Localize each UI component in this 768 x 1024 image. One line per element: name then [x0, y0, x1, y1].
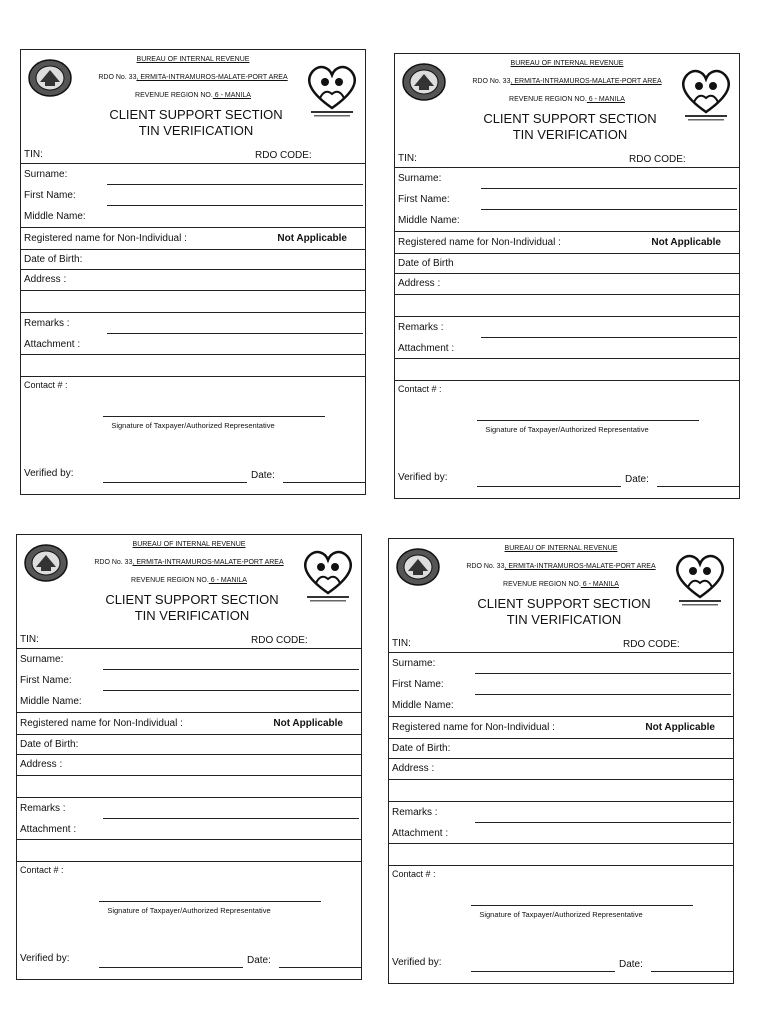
first-name-row: [389, 674, 733, 695]
dob-label: Date of Birth:: [392, 743, 451, 754]
first-name-label: First Name:: [392, 679, 444, 690]
tin-verification-form-3: [16, 534, 362, 980]
surname-label: Surname:: [398, 173, 442, 184]
middle-name-label: Middle Name:: [392, 700, 454, 711]
verified-by-field[interactable]: [471, 971, 615, 972]
attachment-row-2[interactable]: [389, 844, 733, 866]
registered-name-label: Registered name for Non-Individual :: [24, 233, 187, 244]
region-value: 6 - MANILA: [212, 92, 251, 99]
date-field[interactable]: [279, 967, 361, 968]
registered-name-row: [21, 228, 365, 250]
rdo-prefix: RDO No. 33: [98, 74, 137, 81]
rdo-code-label: RDO CODE:: [623, 639, 680, 650]
rdo-prefix: RDO No. 33: [94, 559, 133, 566]
first-name-label: First Name:: [398, 194, 450, 205]
region-prefix: REVENUE REGION NO.: [509, 96, 587, 103]
dob-label: Date of Birth: [398, 258, 454, 269]
not-applicable-text: Not Applicable: [645, 722, 715, 733]
bureau-name: BUREAU OF INTERNAL REVENUE: [510, 60, 624, 67]
tin-row: [395, 148, 739, 168]
date-field[interactable]: [283, 482, 365, 483]
registered-name-label: Registered name for Non-Individual :: [20, 718, 183, 729]
address-label: Address :: [24, 274, 67, 285]
rdo-code-label: RDO CODE:: [255, 150, 312, 161]
form-subtitle: TIN VERIFICATION: [138, 123, 254, 138]
verified-by-label: Verified by:: [392, 957, 442, 968]
surname-label: Surname:: [392, 658, 436, 669]
date-field[interactable]: [651, 971, 733, 972]
address-row: [17, 755, 361, 776]
form-subtitle: TIN VERIFICATION: [512, 127, 628, 142]
first-name-row: [395, 189, 739, 210]
first-name-row: [17, 670, 361, 691]
rdo-area: , ERMITA-INTRAMUROS-MALATE-PORT AREA: [136, 74, 288, 81]
bureau-name: BUREAU OF INTERNAL REVENUE: [136, 56, 250, 63]
address-row-2[interactable]: [389, 780, 733, 802]
form-subtitle: TIN VERIFICATION: [134, 608, 250, 623]
remarks-row: [389, 802, 733, 823]
form-title: CLIENT SUPPORT SECTION: [109, 107, 283, 122]
attachment-row: [389, 823, 733, 844]
bureau-name: BUREAU OF INTERNAL REVENUE: [132, 541, 246, 548]
verified-by-label: Verified by:: [398, 472, 448, 483]
form-title: CLIENT SUPPORT SECTION: [477, 596, 651, 611]
contact-label: Contact # :: [392, 869, 436, 879]
address-row-2[interactable]: [21, 291, 365, 313]
not-applicable-text: Not Applicable: [277, 233, 347, 244]
remarks-row: [21, 313, 365, 334]
signature-caption: Signature of Taxpayer/Authorized Representative: [485, 425, 649, 434]
form-title: CLIENT SUPPORT SECTION: [483, 111, 657, 126]
date-label: Date:: [619, 959, 643, 970]
remarks-label: Remarks :: [392, 807, 438, 818]
address-row-2[interactable]: [395, 295, 739, 317]
first-name-row: [21, 185, 365, 206]
attachment-row-2[interactable]: [395, 359, 739, 381]
address-row: [395, 274, 739, 295]
date-field[interactable]: [657, 486, 739, 487]
form-title: CLIENT SUPPORT SECTION: [105, 592, 279, 607]
tin-verification-form-4: [388, 538, 734, 984]
contact-label: Contact # :: [24, 380, 68, 390]
attachment-row: [395, 338, 739, 359]
dob-label: Date of Birth:: [24, 254, 83, 265]
tin-row: [389, 633, 733, 653]
contact-label: Contact # :: [20, 865, 64, 875]
rdo-area: , ERMITA-INTRAMUROS-MALATE-PORT AREA: [510, 78, 662, 85]
remarks-row: [395, 317, 739, 338]
dob-label: Date of Birth:: [20, 739, 79, 750]
middle-name-label: Middle Name:: [24, 211, 86, 222]
tin-verification-form-1: [20, 49, 366, 495]
signature-line[interactable]: [99, 901, 321, 902]
middle-name-label: Middle Name:: [20, 696, 82, 707]
region-value: 6 - MANILA: [208, 577, 247, 584]
not-applicable-text: Not Applicable: [273, 718, 343, 729]
rdo-prefix: RDO No. 33: [472, 78, 511, 85]
middle-name-row: [17, 691, 361, 713]
tin-label: TIN:: [398, 153, 417, 164]
verified-by-field[interactable]: [99, 967, 243, 968]
dob-row: [389, 739, 733, 759]
tin-verification-form-2: [394, 53, 740, 499]
form-subtitle: TIN VERIFICATION: [506, 612, 622, 627]
remarks-label: Remarks :: [20, 803, 66, 814]
surname-row: [17, 649, 361, 670]
address-row: [389, 759, 733, 780]
first-name-label: First Name:: [20, 675, 72, 686]
address-label: Address :: [392, 763, 435, 774]
rdo-area: , ERMITA-INTRAMUROS-MALATE-PORT AREA: [504, 563, 656, 570]
address-row: [21, 270, 365, 291]
attachment-row: [17, 819, 361, 840]
registered-name-label: Registered name for Non-Individual :: [392, 722, 555, 733]
region-prefix: REVENUE REGION NO.: [131, 577, 209, 584]
contact-label: Contact # :: [398, 384, 442, 394]
tin-label: TIN:: [20, 634, 39, 645]
verified-by-field[interactable]: [477, 486, 621, 487]
remarks-label: Remarks :: [398, 322, 444, 333]
middle-name-label: Middle Name:: [398, 215, 460, 226]
signature-caption: Signature of Taxpayer/Authorized Representative: [111, 421, 275, 430]
attachment-label: Attachment :: [392, 828, 449, 839]
verified-by-label: Verified by:: [20, 953, 70, 964]
signature-line[interactable]: [471, 905, 693, 906]
middle-name-row: [389, 695, 733, 717]
dob-row: [395, 254, 739, 274]
signature-caption: Signature of Taxpayer/Authorized Representative: [479, 910, 643, 919]
attachment-label: Attachment :: [24, 339, 81, 350]
region-prefix: REVENUE REGION NO.: [135, 92, 213, 99]
signature-line[interactable]: [103, 416, 325, 417]
tin-row: [21, 144, 365, 164]
attachment-row-2[interactable]: [17, 840, 361, 862]
dob-row: [21, 250, 365, 270]
surname-label: Surname:: [20, 654, 64, 665]
region-value: 6 - MANILA: [580, 581, 619, 588]
rdo-area: , ERMITA-INTRAMUROS-MALATE-PORT AREA: [132, 559, 284, 566]
address-row-2[interactable]: [17, 776, 361, 798]
registered-name-row: [389, 717, 733, 739]
surname-row: [21, 164, 365, 185]
attachment-label: Attachment :: [398, 343, 455, 354]
signature-line[interactable]: [477, 420, 699, 421]
rdo-code-label: RDO CODE:: [251, 635, 308, 646]
signature-caption: Signature of Taxpayer/Authorized Representative: [107, 906, 271, 915]
region-value: 6 - MANILA: [586, 96, 625, 103]
rdo-prefix: RDO No. 33: [466, 563, 505, 570]
surname-label: Surname:: [24, 169, 68, 180]
attachment-row: [21, 334, 365, 355]
middle-name-row: [395, 210, 739, 232]
attachment-label: Attachment :: [20, 824, 77, 835]
registered-name-row: [17, 713, 361, 735]
tin-label: TIN:: [392, 638, 411, 649]
bureau-name: BUREAU OF INTERNAL REVENUE: [504, 545, 618, 552]
dob-row: [17, 735, 361, 755]
date-label: Date:: [251, 470, 275, 481]
surname-row: [389, 653, 733, 674]
tin-row: [17, 629, 361, 649]
middle-name-row: [21, 206, 365, 228]
tin-label: TIN:: [24, 149, 43, 160]
registered-name-label: Registered name for Non-Individual :: [398, 237, 561, 248]
address-label: Address :: [398, 278, 441, 289]
remarks-label: Remarks :: [24, 318, 70, 329]
verified-by-label: Verified by:: [24, 468, 74, 479]
remarks-row: [17, 798, 361, 819]
date-label: Date:: [625, 474, 649, 485]
attachment-row-2[interactable]: [21, 355, 365, 377]
region-prefix: REVENUE REGION NO.: [503, 581, 581, 588]
registered-name-row: [395, 232, 739, 254]
address-label: Address :: [20, 759, 63, 770]
rdo-code-label: RDO CODE:: [629, 154, 686, 165]
date-label: Date:: [247, 955, 271, 966]
first-name-label: First Name:: [24, 190, 76, 201]
not-applicable-text: Not Applicable: [651, 237, 721, 248]
surname-row: [395, 168, 739, 189]
verified-by-field[interactable]: [103, 482, 247, 483]
